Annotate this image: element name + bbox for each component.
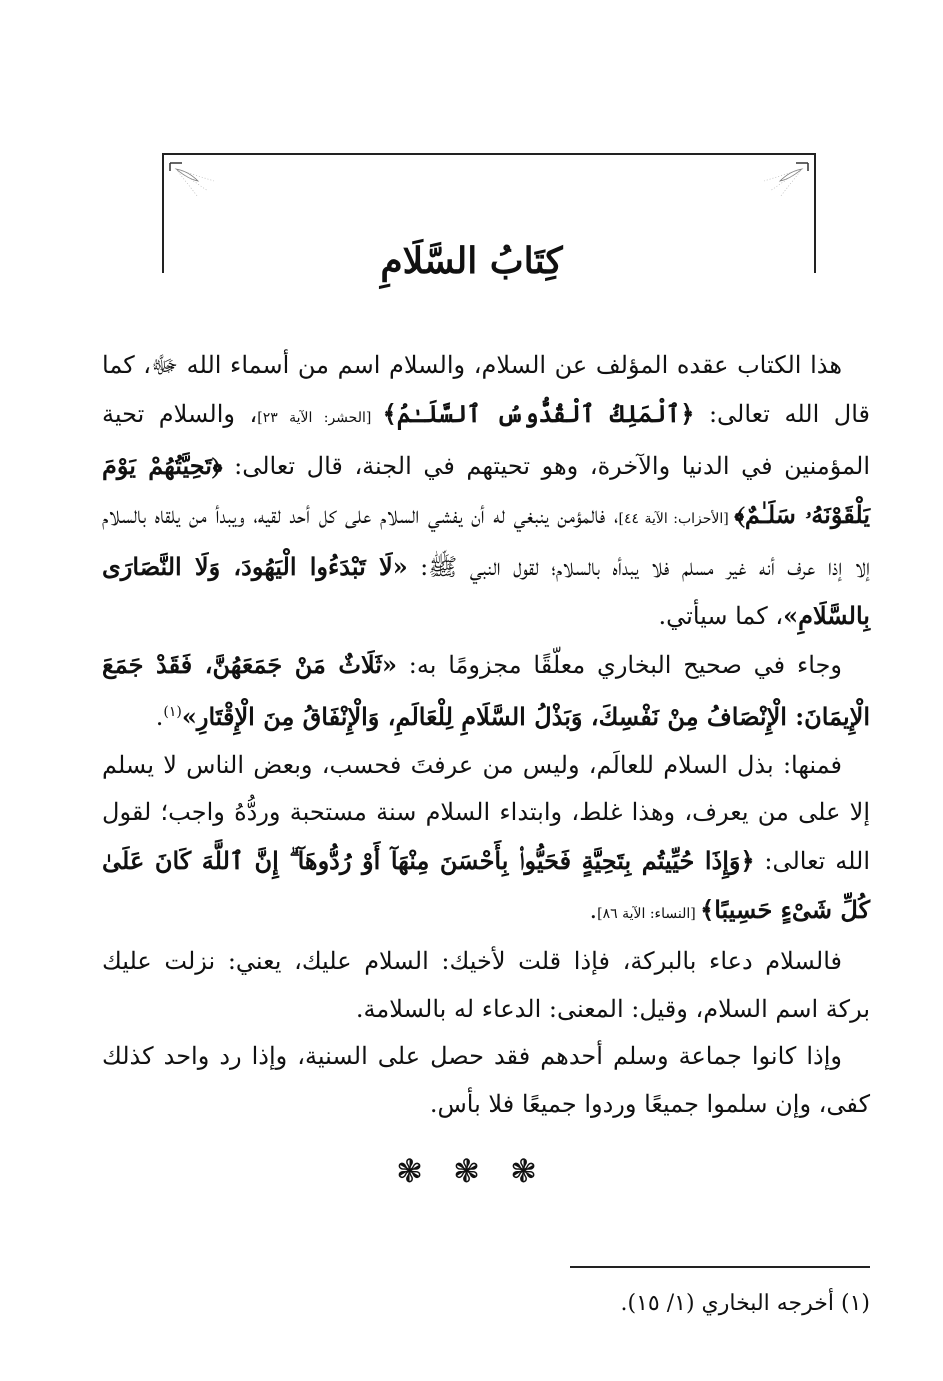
- citation-run: [الحشر: الآية ٢٣]: [257, 409, 383, 426]
- paragraph-5: [102, 1033, 870, 1128]
- text-run: وإذا كانوا جماعة وسلم أحدهم فقد حصل على السنية، وإذا رد واحد كذلك كفى، وإن سلموا جميعًا وردوا جميعًا فلا بأس.: [102, 1042, 870, 1118]
- corner-ornament-left-icon: [168, 161, 220, 201]
- text-run: وجاء في صحيح البخاري معلّقًا مجزومًا به:: [396, 650, 842, 679]
- citation-run: [الأحزاب: الآية ٤٤]: [618, 510, 735, 527]
- body-text: [102, 342, 870, 1129]
- quote-run: «ثَلَاثٌ مَنْ جَمَعَهُنَّ، فَقَدْ جَمَعَ الْإِيمَانَ: الْإِنْصَافُ مِنْ نَفْسِكَ، وَبَذْلُ السَّلَامِ لِلْعَالَمِ، وَالْإِنْفَاقُ مِنَ الْإِقْتَارِ»: [102, 649, 870, 732]
- quote-run: ﴿تَحِيَّتُهُمْ يَوْمَ يَلْقَوْنَهُۥ سَلَـٰمٌ﴾: [102, 451, 870, 529]
- quote-run: ﴿وَإِذَا حُيِّيتُم بِتَحِيَّةٍ فَحَيُّوا۟ بِأَحْسَنَ مِنْهَآ أَوْ رُدُّوهَآ ۗ إِنَّ ٱللَّهَ كَانَ عَلَىٰ كُلِّ شَىْءٍ حَسِيبًا﴾: [102, 845, 870, 924]
- corner-ornament-right-icon: [758, 161, 810, 201]
- text-run: .: [155, 703, 164, 732]
- text-run: ، فالمؤمن ينبغي له أن يفشي السلام على كل أحد لقيه، ويبدأ من يلقاه بالسلام إلا إذا عرف أنه غير مسلم فلا يبدأه بالسلام؛ لقول النبي ﷺ:: [102, 500, 870, 582]
- text-run: ، والسلام تحية المؤمنين في الدنيا والآخرة، وهو تحيتهم في الجنة، قال تعالى:: [102, 399, 871, 481]
- paragraph-2: [102, 641, 870, 742]
- section-separator: ❃ ❃ ❃: [396, 1152, 547, 1190]
- text-run: هذا الكتاب عقده المؤلف عن السلام، والسلام اسم من أسماء الله ﷻ، كما قال الله تعالى:: [102, 351, 871, 428]
- paragraph-4: [102, 938, 870, 1033]
- paragraph-1: [102, 342, 870, 641]
- text-run: فالسلام دعاء بالبركة، فإذا قلت لأخيك: السلام عليك، يعني: نزلت عليك بركة اسم السلام، وقيل: المعنى: الدعاء له بالسلامة.: [102, 947, 870, 1023]
- chapter-title: كِتَابُ السَّلَامِ: [380, 240, 563, 282]
- footnote-marker: (١): [163, 704, 182, 721]
- text-run: .: [589, 895, 598, 924]
- footnote-divider: [570, 1266, 870, 1268]
- text-run: ، كما سيأتي.: [658, 601, 784, 630]
- citation-run: [النساء: الآية ٨٦]: [597, 905, 701, 922]
- footnote: (١) أخرجه البخاري (١/ ١٥).: [620, 1291, 870, 1316]
- quote-run: «لَا تَبْدَءُوا الْيَهُودَ، وَلَا النَّصَارَى بِالسَّلَامِ»: [102, 552, 870, 630]
- paragraph-3: [102, 742, 870, 938]
- text-run: فمنها: بذل السلام للعالَم، وليس من عرفتَ فحسب، وبعض الناس لا يسلم إلا على من يعرف، وهذا غلط، وابتداء السلام سنة مستحبة وردُّهُ واجب؛ لقول الله تعالى:: [102, 750, 871, 875]
- quote-run: ﴿ٱلْمَلِكُ ٱلْقُدُّوسُ ٱلسَّلَـٰمُ﴾: [382, 398, 695, 428]
